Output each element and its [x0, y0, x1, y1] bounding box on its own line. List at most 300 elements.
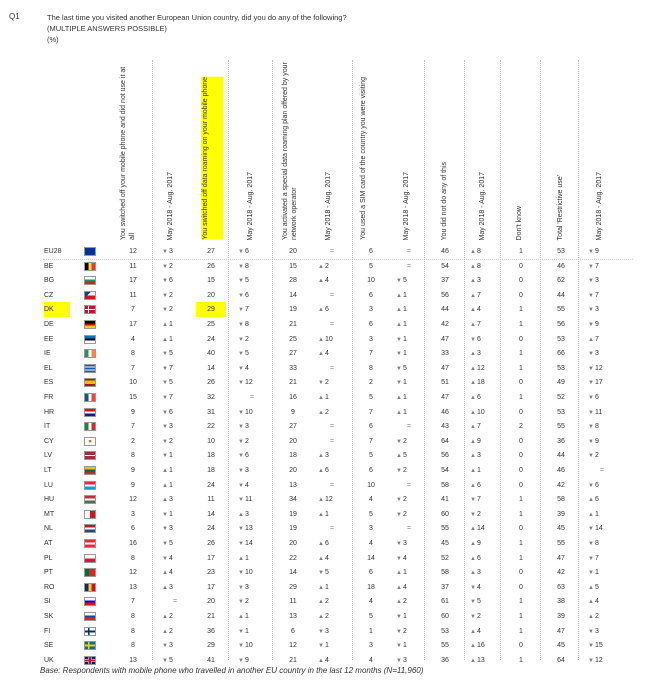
change-value: 7: [594, 335, 599, 343]
value-cell: 38: [557, 598, 565, 606]
decrease-triangle-icon: ▼: [470, 511, 476, 518]
value-cell: 6: [291, 627, 295, 635]
country-code: SK: [44, 613, 54, 620]
decrease-triangle-icon: ▼: [238, 584, 244, 591]
no-change-icon: =: [329, 525, 335, 533]
value-cell: 0: [519, 277, 523, 285]
table-row: [0, 551, 648, 566]
value-cell: 55: [441, 642, 449, 650]
value-cell: 17: [207, 554, 215, 562]
value-cell: 53: [441, 627, 449, 635]
value-cell: 39: [557, 613, 565, 620]
country-code: EU28: [44, 248, 62, 255]
value-cell: 21: [289, 656, 297, 664]
change-cell: [466, 624, 502, 639]
change-value: 6: [594, 496, 599, 504]
decrease-triangle-icon: ▼: [238, 526, 244, 533]
value-cell: 14: [367, 554, 375, 562]
value-cell: 7: [131, 423, 135, 431]
change-cell: [314, 244, 350, 259]
change-value: 7: [594, 262, 599, 270]
value-cell: 0: [519, 583, 523, 591]
decrease-triangle-icon: ▼: [396, 628, 402, 635]
change-cell: [392, 273, 426, 288]
change-cell: [392, 375, 426, 390]
value-cell: 64: [557, 656, 565, 664]
value-cell: 33: [289, 364, 297, 372]
value-cell: 7: [369, 437, 373, 445]
change-value: 5: [324, 569, 329, 577]
change-value: 5: [594, 583, 599, 591]
decrease-triangle-icon: ▼: [162, 249, 168, 255]
value-cell: 7: [131, 364, 135, 372]
value-cell: 8: [131, 452, 135, 460]
increase-triangle-icon: ▲: [470, 555, 476, 562]
change-value: 6: [476, 554, 481, 562]
country-code: LU: [44, 481, 53, 489]
change-value: 1: [594, 510, 599, 518]
no-change-icon: =: [406, 262, 412, 270]
decrease-triangle-icon: ▼: [396, 278, 402, 285]
column-separator: [352, 60, 353, 660]
change-cell: [314, 609, 350, 624]
change-value: 1: [168, 467, 173, 474]
value-cell: 11: [129, 262, 137, 270]
column-separator: [424, 60, 425, 660]
value-cell: 8: [131, 554, 135, 562]
change-cell: [466, 419, 502, 434]
change-value: 3: [476, 277, 481, 285]
table-row: [0, 346, 648, 361]
change-value: 4: [594, 598, 599, 606]
value-cell: 21: [289, 379, 297, 387]
change-value: 18: [476, 379, 485, 387]
increase-triangle-icon: ▲: [396, 395, 402, 401]
change-cell: [314, 565, 350, 580]
country-flag-icon: [84, 276, 96, 285]
value-cell: 20: [207, 598, 215, 606]
change-value: 3: [476, 452, 481, 460]
column-header-label: You switched off your mobile phone and did not use it at all: [120, 66, 136, 240]
change-value: 2: [168, 306, 173, 314]
country-flag-icon: [84, 627, 96, 636]
table-row: [0, 259, 648, 274]
decrease-triangle-icon: ▼: [588, 438, 594, 445]
decrease-triangle-icon: ▼: [396, 336, 402, 343]
change-value: 1: [168, 335, 173, 343]
value-cell: 14: [207, 510, 215, 518]
country-flag-icon: [84, 466, 96, 475]
change-cell: [392, 638, 426, 653]
change-value: 5: [168, 350, 173, 358]
decrease-triangle-icon: ▼: [162, 526, 168, 533]
question-number: Q1: [9, 12, 20, 21]
change-cell: [584, 507, 620, 522]
decrease-triangle-icon: ▼: [470, 336, 476, 343]
change-cell: [466, 346, 502, 361]
change-cell: [234, 478, 270, 493]
decrease-triangle-icon: ▼: [588, 424, 594, 431]
decrease-triangle-icon: ▼: [588, 526, 594, 533]
value-cell: 56: [441, 291, 449, 299]
increase-triangle-icon: ▲: [396, 322, 402, 328]
value-cell: 45: [557, 642, 565, 650]
change-value: 9: [594, 437, 599, 445]
decrease-triangle-icon: ▼: [396, 555, 402, 562]
decrease-triangle-icon: ▼: [162, 292, 168, 299]
country-flag-icon: [84, 554, 96, 563]
change-cell: [466, 288, 502, 303]
column-separator: [464, 60, 465, 660]
column-separator: [500, 60, 501, 660]
change-value: 8: [476, 262, 481, 270]
value-cell: 49: [557, 379, 565, 387]
increase-triangle-icon: ▲: [588, 599, 594, 606]
value-cell: 5: [369, 510, 373, 518]
change-cell: [466, 478, 502, 493]
increase-triangle-icon: ▲: [396, 599, 402, 606]
change-cell: [314, 551, 350, 566]
value-cell: 63: [557, 583, 565, 591]
change-value: 2: [244, 598, 249, 606]
value-cell: 23: [207, 569, 215, 577]
change-value: 12: [476, 364, 485, 372]
change-value: 1: [168, 510, 173, 518]
no-change-icon: =: [329, 437, 335, 445]
value-cell: 36: [557, 437, 565, 445]
increase-triangle-icon: ▲: [470, 307, 476, 314]
value-cell: 26: [207, 262, 215, 270]
change-value: 2: [402, 598, 407, 606]
country-code: UK: [44, 656, 54, 664]
change-cell: [314, 375, 350, 390]
value-cell: 43: [441, 423, 449, 431]
change-value: 3: [402, 540, 407, 547]
value-cell: 12: [289, 642, 297, 650]
decrease-triangle-icon: ▼: [396, 657, 402, 664]
value-cell: 0: [519, 335, 523, 343]
change-cell: [392, 332, 426, 347]
change-value: 7: [594, 554, 599, 562]
column-header-label: May 2018 - Aug. 2017: [325, 171, 332, 240]
change-value: 2: [244, 335, 249, 343]
increase-triangle-icon: ▲: [162, 570, 168, 577]
value-cell: 47: [441, 394, 449, 401]
increase-triangle-icon: ▲: [318, 336, 324, 343]
decrease-triangle-icon: ▼: [238, 497, 244, 504]
change-cell: [466, 448, 502, 463]
change-cell: [314, 478, 350, 493]
change-value: 6: [244, 248, 249, 255]
value-cell: 53: [557, 335, 565, 343]
value-cell: 17: [207, 583, 215, 591]
value-cell: 27: [289, 423, 297, 431]
change-value: 3: [244, 467, 249, 474]
change-value: 1: [402, 613, 407, 620]
change-value: 2: [594, 613, 599, 620]
change-value: 3: [244, 510, 249, 518]
change-cell: [392, 565, 426, 580]
decrease-triangle-icon: ▼: [238, 292, 244, 299]
change-cell: [392, 302, 426, 317]
decrease-triangle-icon: ▼: [588, 570, 594, 577]
decrease-triangle-icon: ▼: [162, 453, 168, 460]
decrease-triangle-icon: ▼: [238, 570, 244, 577]
decrease-triangle-icon: ▼: [162, 643, 168, 650]
value-cell: 0: [519, 481, 523, 489]
column-header: [589, 60, 613, 246]
decrease-triangle-icon: ▼: [318, 570, 324, 577]
change-value: 1: [402, 379, 407, 387]
table-row: [0, 463, 648, 478]
country-flag-icon: [84, 597, 96, 606]
value-cell: 28: [289, 277, 297, 285]
decrease-triangle-icon: ▼: [588, 555, 594, 562]
decrease-triangle-icon: ▼: [238, 278, 244, 285]
country-flag-icon: [84, 349, 96, 358]
decrease-triangle-icon: ▼: [588, 278, 594, 285]
change-cell: [234, 448, 270, 463]
value-cell: 13: [129, 583, 137, 591]
change-cell: [158, 434, 192, 449]
increase-triangle-icon: ▲: [162, 614, 168, 620]
change-value: 2: [168, 613, 173, 620]
no-change-icon: =: [329, 291, 335, 299]
value-cell: 1: [519, 627, 523, 635]
value-cell: 8: [131, 627, 135, 635]
decrease-triangle-icon: ▼: [396, 541, 402, 547]
decrease-triangle-icon: ▼: [318, 628, 324, 635]
increase-triangle-icon: ▲: [588, 497, 594, 504]
change-cell: [584, 624, 620, 639]
change-value: 8: [594, 540, 599, 547]
value-cell: 19: [289, 510, 297, 518]
change-cell: [234, 273, 270, 288]
change-value: 1: [168, 452, 173, 460]
value-cell: 29: [207, 642, 215, 650]
decrease-triangle-icon: ▼: [396, 438, 402, 445]
change-cell: [584, 536, 620, 551]
increase-triangle-icon: ▲: [470, 438, 476, 445]
question-text: [47, 12, 627, 45]
country-code: LT: [44, 467, 52, 474]
value-cell: 3: [369, 306, 373, 314]
change-value: 7: [168, 394, 173, 401]
decrease-triangle-icon: ▼: [470, 614, 476, 620]
change-cell: [234, 346, 270, 361]
change-cell: [314, 259, 350, 274]
change-value: 3: [594, 306, 599, 314]
change-cell: [314, 638, 350, 653]
change-value: 4: [476, 306, 481, 314]
change-cell: [158, 580, 192, 595]
country-flag-icon: [84, 291, 96, 300]
increase-triangle-icon: ▲: [470, 657, 476, 664]
increase-triangle-icon: ▲: [318, 307, 324, 314]
change-value: 1: [244, 554, 249, 562]
change-value: 2: [324, 262, 329, 270]
value-cell: 6: [369, 467, 373, 474]
change-cell: [584, 638, 620, 653]
change-cell: [314, 317, 350, 332]
change-value: 6: [476, 335, 481, 343]
country-code: HU: [44, 496, 55, 504]
change-cell: [158, 638, 192, 653]
value-cell: 4: [369, 656, 373, 664]
decrease-triangle-icon: ▼: [588, 380, 594, 387]
value-cell: 61: [441, 598, 449, 606]
change-value: 7: [476, 423, 481, 431]
country-flag-icon: [84, 495, 96, 504]
value-cell: 0: [519, 525, 523, 533]
value-cell: 12: [129, 496, 137, 504]
column-header-label: May 2018 - Aug. 2017: [403, 171, 410, 240]
decrease-triangle-icon: ▼: [396, 614, 402, 620]
decrease-triangle-icon: ▼: [238, 336, 244, 343]
change-value: 8: [244, 262, 249, 270]
decrease-triangle-icon: ▼: [162, 541, 168, 547]
column-header-label: May 2018 - Aug. 2017: [479, 171, 486, 240]
value-cell: 54: [441, 467, 449, 474]
column-header: [550, 60, 574, 246]
table-row: [0, 332, 648, 347]
decrease-triangle-icon: ▼: [396, 468, 402, 474]
decrease-triangle-icon: ▼: [470, 497, 476, 504]
change-cell: [234, 244, 270, 259]
decrease-triangle-icon: ▼: [588, 249, 594, 255]
increase-triangle-icon: ▲: [318, 278, 324, 285]
change-cell: [584, 259, 620, 274]
value-cell: 0: [519, 569, 523, 577]
increase-triangle-icon: ▲: [318, 584, 324, 591]
change-value: 6: [168, 408, 173, 416]
change-value: 1: [324, 510, 329, 518]
column-header: [280, 60, 304, 246]
table-row: [0, 580, 648, 595]
change-cell: [466, 361, 502, 376]
value-cell: 25: [207, 321, 215, 328]
change-cell: [158, 419, 192, 434]
decrease-triangle-icon: ▼: [588, 409, 594, 416]
increase-triangle-icon: ▲: [238, 614, 244, 620]
increase-triangle-icon: ▲: [470, 482, 476, 489]
change-cell: [158, 624, 192, 639]
value-cell: 47: [441, 335, 449, 343]
change-cell: [466, 521, 502, 536]
value-cell: 25: [289, 335, 297, 343]
value-cell: 14: [289, 291, 297, 299]
change-value: 14: [594, 525, 603, 533]
question-subline: (MULTIPLE ANSWERS POSSIBLE): [47, 24, 167, 33]
change-value: 13: [476, 656, 485, 664]
value-cell: 42: [557, 569, 565, 577]
country-code: CY: [44, 437, 54, 445]
increase-triangle-icon: ▲: [318, 555, 324, 562]
change-value: 1: [168, 481, 173, 489]
value-cell: 5: [369, 262, 373, 270]
table-row: [0, 594, 648, 609]
change-value: 3: [168, 525, 173, 533]
change-value: 1: [402, 291, 407, 299]
change-cell: [158, 448, 192, 463]
change-value: 5: [168, 379, 173, 387]
change-value: 16: [476, 642, 485, 650]
change-cell: [584, 594, 620, 609]
value-cell: 47: [557, 627, 565, 635]
increase-triangle-icon: ▲: [470, 409, 476, 416]
change-cell: [584, 463, 620, 478]
value-cell: 40: [207, 350, 215, 358]
increase-triangle-icon: ▲: [470, 263, 476, 270]
value-cell: 24: [207, 525, 215, 533]
value-cell: 6: [369, 291, 373, 299]
value-cell: 29: [289, 583, 297, 591]
value-cell: 45: [557, 525, 565, 533]
change-value: 2: [402, 510, 407, 518]
value-cell: 1: [519, 598, 523, 606]
change-value: 7: [168, 364, 173, 372]
change-cell: [234, 419, 270, 434]
country-code: EE: [44, 335, 54, 343]
change-cell: [392, 434, 426, 449]
change-cell: [234, 361, 270, 376]
change-value: 4: [168, 569, 173, 577]
value-cell: 0: [519, 262, 523, 270]
increase-triangle-icon: ▲: [470, 570, 476, 577]
table-row: [0, 405, 648, 420]
value-cell: 7: [369, 350, 373, 358]
decrease-triangle-icon: ▼: [238, 249, 244, 255]
change-value: 7: [244, 306, 249, 314]
table-row: [0, 375, 648, 390]
change-value: 10: [476, 408, 485, 416]
value-cell: 2: [369, 379, 373, 387]
country-code: FI: [44, 627, 51, 635]
table-row: [0, 507, 648, 522]
change-value: 10: [244, 642, 253, 650]
table-row: [0, 244, 648, 259]
value-cell: 20: [289, 467, 297, 474]
change-cell: [314, 434, 350, 449]
change-value: 2: [324, 598, 329, 606]
increase-triangle-icon: ▲: [318, 351, 324, 358]
value-cell: 44: [441, 306, 449, 314]
change-cell: [466, 565, 502, 580]
value-cell: 31: [207, 408, 215, 416]
change-cell: [466, 580, 502, 595]
change-cell: [234, 594, 270, 609]
increase-triangle-icon: ▲: [470, 249, 476, 255]
change-cell: [314, 448, 350, 463]
table-row: [0, 434, 648, 449]
increase-triangle-icon: ▲: [162, 628, 168, 635]
change-value: 2: [324, 408, 329, 416]
change-value: 9: [476, 437, 481, 445]
change-value: 3: [168, 423, 173, 431]
increase-triangle-icon: ▲: [318, 409, 324, 416]
change-cell: [158, 565, 192, 580]
value-cell: 1: [519, 510, 523, 518]
increase-triangle-icon: ▲: [470, 541, 476, 547]
change-value: 3: [476, 569, 481, 577]
question-unit: (%): [47, 35, 59, 44]
change-cell: [158, 332, 192, 347]
value-cell: 3: [369, 335, 373, 343]
change-value: 2: [402, 467, 407, 474]
change-cell: [234, 259, 270, 274]
change-cell: [234, 624, 270, 639]
change-value: 12: [324, 496, 333, 504]
